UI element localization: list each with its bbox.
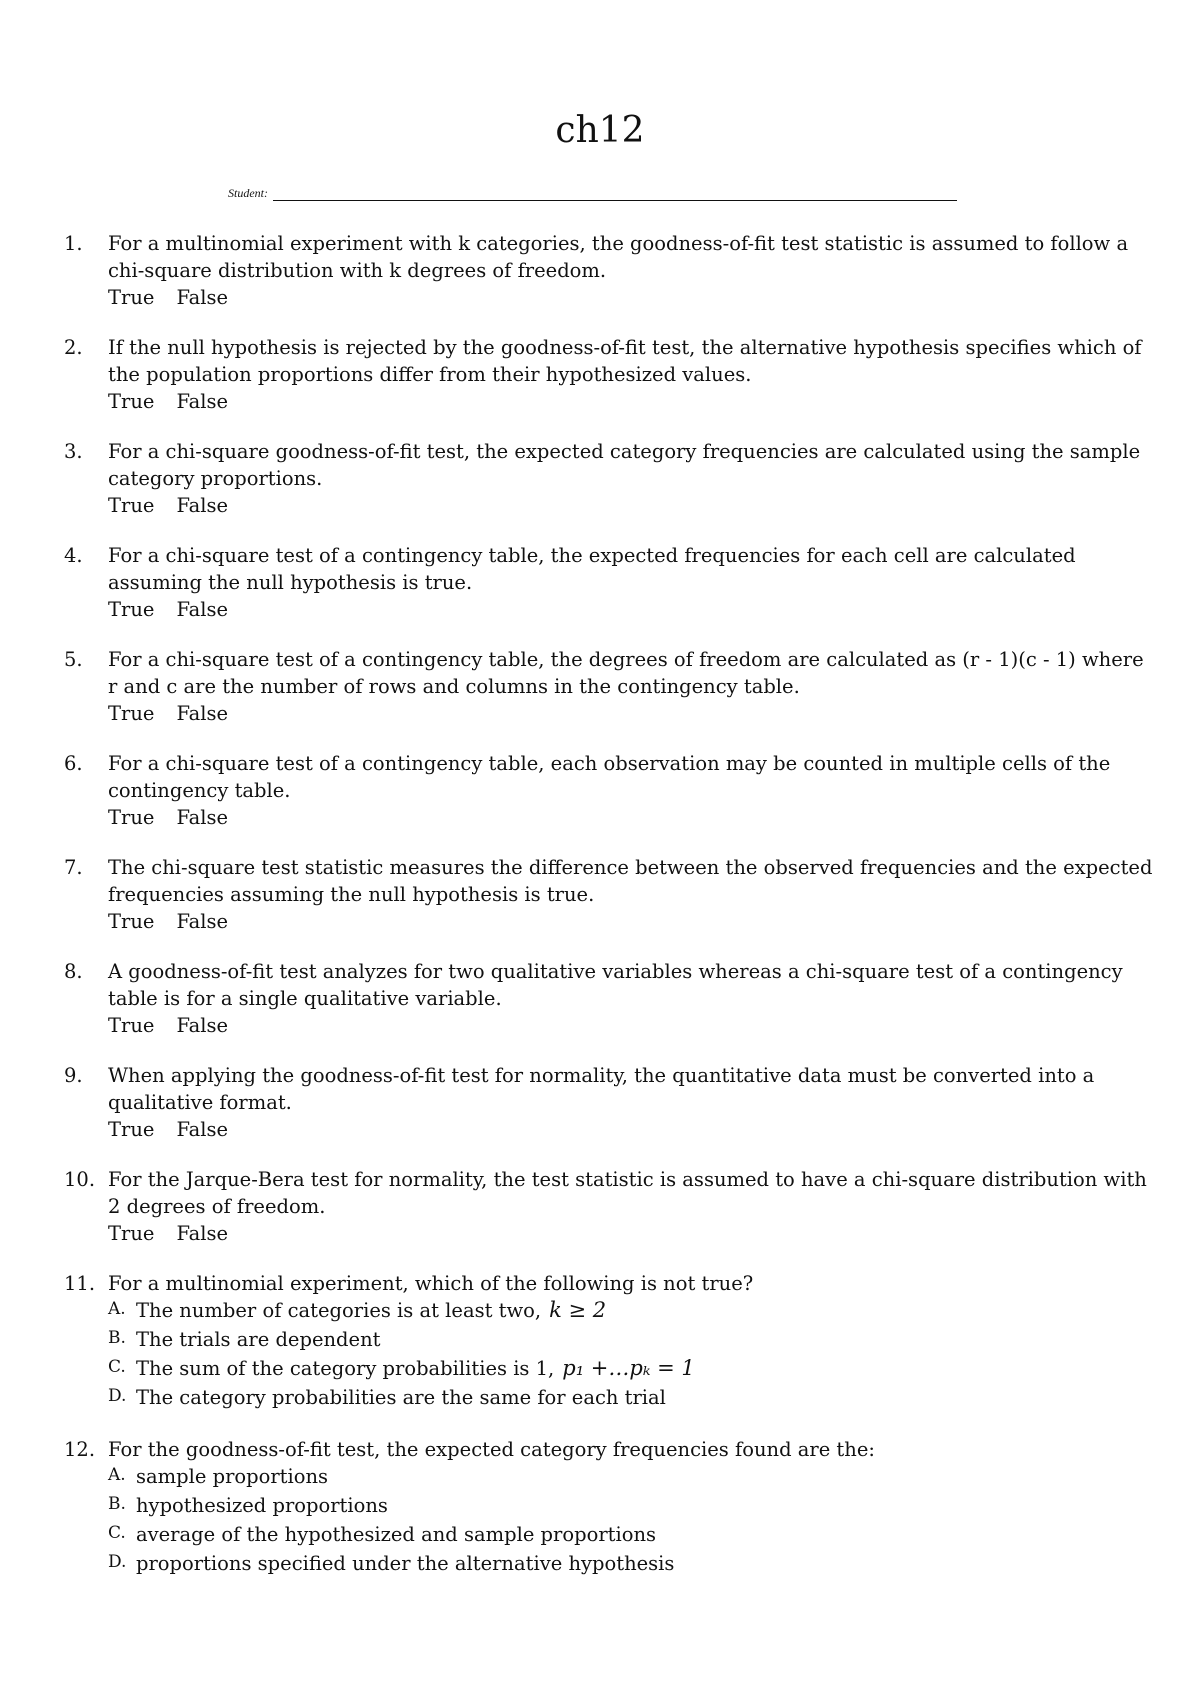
true-false-choices	[108, 908, 1154, 935]
question-list	[64, 230, 1154, 1602]
question-item	[64, 230, 1154, 311]
question-item	[64, 1436, 1154, 1579]
true-false-choices	[108, 596, 1154, 623]
question-number: 1.	[64, 232, 83, 255]
answer-option-c[interactable]	[108, 1355, 1154, 1384]
option-letter: A.	[108, 1299, 126, 1319]
question-number: 10.	[64, 1168, 96, 1191]
option-letter: B.	[108, 1328, 126, 1348]
answer-option-b[interactable]	[108, 1326, 1154, 1355]
question-item	[64, 542, 1154, 623]
question-text: For a multinomial experiment with k categories, the goodness-of-fit test statistic is assumed to follow a chi-square distribution with k degrees of freedom.	[108, 232, 1129, 282]
true-option[interactable]: True	[108, 286, 155, 309]
option-text: sample proportions	[136, 1465, 329, 1488]
question-number: 12.	[64, 1438, 96, 1461]
option-text: hypothesized proportions	[136, 1494, 388, 1517]
option-letter: D.	[108, 1552, 127, 1572]
question-number: 9.	[64, 1064, 83, 1087]
option-letter: B.	[108, 1494, 126, 1514]
false-option[interactable]: False	[176, 1222, 229, 1245]
true-false-choices	[108, 492, 1154, 519]
true-option[interactable]: True	[108, 702, 155, 725]
answer-option-a[interactable]	[108, 1463, 1154, 1492]
question-text: For a chi-square goodness-of-fit test, the expected category frequencies are calculated using the sample category proportions.	[108, 440, 1141, 490]
question-text: When applying the goodness-of-fit test for normality, the quantitative data must be converted into a qualitative format.	[108, 1064, 1095, 1114]
question-item	[64, 1062, 1154, 1143]
true-option[interactable]: True	[108, 1014, 155, 1037]
true-false-choices	[108, 700, 1154, 727]
question-number: 11.	[64, 1272, 96, 1295]
true-option[interactable]: True	[108, 1222, 155, 1245]
option-text: The sum of the category probabilities is 1,	[136, 1357, 555, 1380]
question-number: 7.	[64, 856, 83, 879]
question-number: 2.	[64, 336, 83, 359]
true-false-choices	[108, 1012, 1154, 1039]
true-false-choices	[108, 1220, 1154, 1247]
question-item	[64, 750, 1154, 831]
answer-option-c[interactable]	[108, 1521, 1154, 1550]
option-letter: C.	[108, 1523, 126, 1543]
question-text: For the Jarque-Bera test for normality, the test statistic is assumed to have a chi-square distribution with 2 degrees of freedom.	[108, 1168, 1147, 1218]
question-item	[64, 334, 1154, 415]
false-option[interactable]: False	[176, 1118, 229, 1141]
true-false-choices	[108, 284, 1154, 311]
question-item	[64, 854, 1154, 935]
false-option[interactable]: False	[176, 1014, 229, 1037]
question-text: For the goodness-of-fit test, the expected category frequencies found are the:	[108, 1438, 875, 1461]
document-title: ch12	[555, 110, 645, 151]
true-option[interactable]: True	[108, 806, 155, 829]
false-option[interactable]: False	[176, 286, 229, 309]
option-text: proportions specified under the alternative hypothesis	[136, 1552, 675, 1575]
question-item	[64, 438, 1154, 519]
option-letter: C.	[108, 1357, 126, 1377]
answer-option-d[interactable]	[108, 1384, 1154, 1413]
true-option[interactable]: True	[108, 494, 155, 517]
true-option[interactable]: True	[108, 1118, 155, 1141]
true-option[interactable]: True	[108, 598, 155, 621]
option-letter: A.	[108, 1465, 126, 1485]
answer-option-b[interactable]	[108, 1492, 1154, 1521]
question-text: For a chi-square test of a contingency table, the expected frequencies for each cell are calculated assuming the null hypothesis is true.	[108, 544, 1076, 594]
question-item	[64, 1166, 1154, 1247]
student-name-line[interactable]	[273, 186, 957, 201]
false-option[interactable]: False	[176, 806, 229, 829]
question-text: For a chi-square test of a contingency table, each observation may be counted in multiple cells of the contingency table.	[108, 752, 1111, 802]
student-label: Student:	[228, 186, 268, 200]
false-option[interactable]: False	[176, 390, 229, 413]
question-text: A goodness-of-fit test analyzes for two qualitative variables whereas a chi-square test of a contingency table is for a single qualitative variable.	[108, 960, 1123, 1010]
option-text: The category probabilities are the same for each trial	[136, 1386, 666, 1409]
false-option[interactable]: False	[176, 910, 229, 933]
option-letter: D.	[108, 1386, 127, 1406]
question-number: 8.	[64, 960, 83, 983]
true-false-choices	[108, 388, 1154, 415]
option-formula: k ≥ 2	[549, 1298, 607, 1322]
true-false-choices	[108, 1116, 1154, 1143]
student-field	[228, 186, 957, 201]
true-option[interactable]: True	[108, 390, 155, 413]
question-text: For a multinomial experiment, which of the following is not true?	[108, 1272, 754, 1295]
question-number: 6.	[64, 752, 83, 775]
option-text: The trials are dependent	[136, 1328, 381, 1351]
question-item	[64, 958, 1154, 1039]
question-text: If the null hypothesis is rejected by the goodness-of-fit test, the alternative hypothesis specifies which of the population proportions differ from their hypothesized values.	[108, 336, 1142, 386]
question-number: 3.	[64, 440, 83, 463]
question-number: 4.	[64, 544, 83, 567]
option-formula: p₁ +…pₖ = 1	[562, 1356, 695, 1380]
question-number: 5.	[64, 648, 83, 671]
question-item	[64, 1270, 1154, 1413]
false-option[interactable]: False	[176, 702, 229, 725]
answer-option-d[interactable]	[108, 1550, 1154, 1579]
false-option[interactable]: False	[176, 598, 229, 621]
answer-option-a[interactable]	[108, 1297, 1154, 1326]
question-item	[64, 646, 1154, 727]
question-text: The chi-square test statistic measures the difference between the observed frequencies and the expected frequencies assuming the null hypothesis is true.	[108, 856, 1153, 906]
true-option[interactable]: True	[108, 910, 155, 933]
option-text: The number of categories is at least two,	[136, 1299, 542, 1322]
true-false-choices	[108, 804, 1154, 831]
false-option[interactable]: False	[176, 494, 229, 517]
option-text: average of the hypothesized and sample proportions	[136, 1523, 657, 1546]
question-text: For a chi-square test of a contingency table, the degrees of freedom are calculated as (r - 1)(c - 1) where r and c are the number of rows and columns in the contingency table.	[108, 648, 1144, 698]
